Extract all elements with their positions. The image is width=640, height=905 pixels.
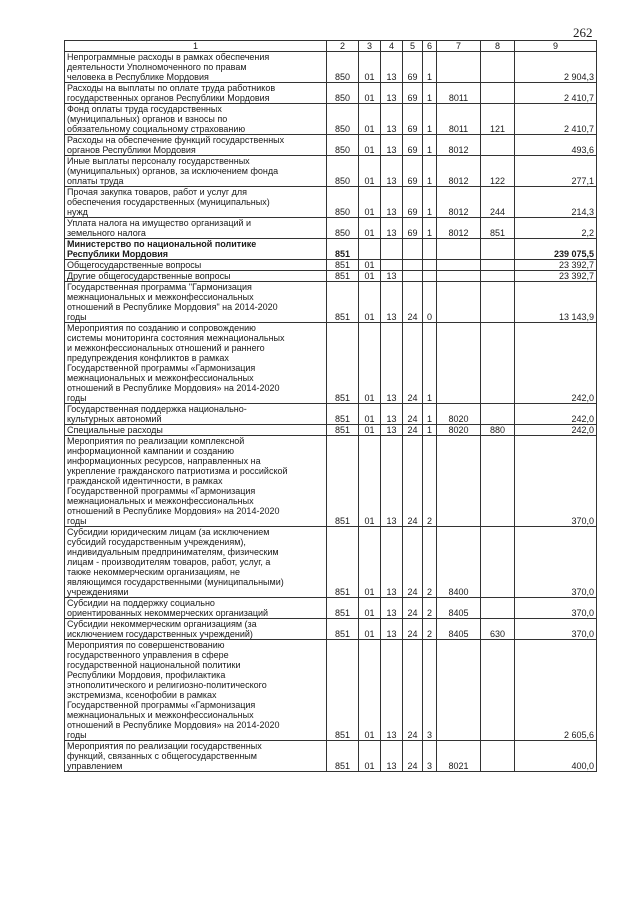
subsection-code-cell: 13 xyxy=(381,323,403,404)
description-line: субсидий государственным учреждениям), xyxy=(67,537,246,547)
description-line: отношений в Республике Мордовия» на 2014-2020 xyxy=(67,506,280,516)
subsection-code-cell: 13 xyxy=(381,436,403,527)
article-code-cell: 8405 xyxy=(437,619,481,640)
description-line: межнациональных и межконфессиональных xyxy=(67,292,254,302)
description-line: являющимся государственными (муниципальными) xyxy=(67,577,284,587)
subprogram-code-cell: 1 xyxy=(423,404,437,425)
subprogram-code-cell: 3 xyxy=(423,640,437,741)
description-line: этнополитического и религиозно-политического xyxy=(67,680,267,690)
row-description xyxy=(65,52,327,83)
description-line: межнациональных и межконфессиональных xyxy=(67,710,254,720)
article-code-cell: 8012 xyxy=(437,156,481,187)
column-header: 1 xyxy=(65,41,327,52)
article-code-cell: 8012 xyxy=(437,187,481,218)
row-description xyxy=(65,260,327,271)
ved-code-cell: 851 xyxy=(327,404,359,425)
description-line: Субсидии некоммерческим организациям (за xyxy=(67,619,257,629)
description-line: обязательному социальному страхованию xyxy=(67,124,246,134)
subprogram-code-cell: 1 xyxy=(423,135,437,156)
article-code-cell: 8021 xyxy=(437,741,481,772)
article-code-cell: 8012 xyxy=(437,135,481,156)
table-row xyxy=(65,404,597,425)
description-line: Специальные расходы xyxy=(67,425,163,435)
table-row xyxy=(65,741,597,772)
description-line: обеспечения государственных (муниципальных) xyxy=(67,197,270,207)
ved-code-cell: 850 xyxy=(327,135,359,156)
program-code-cell xyxy=(403,239,423,260)
row-description xyxy=(65,156,327,187)
amount-cell: 370,0 xyxy=(515,436,597,527)
program-code-cell xyxy=(403,271,423,282)
subsection-code-cell: 13 xyxy=(381,218,403,239)
description-line: отношений в Республике Мордовия» на 2014-2020 xyxy=(67,720,280,730)
expense-type-code-cell: 121 xyxy=(481,104,515,135)
description-line: Уплата налога на имущество организаций и xyxy=(67,218,252,228)
article-code-cell xyxy=(437,323,481,404)
row-description xyxy=(65,187,327,218)
amount-cell: 23 392,7 xyxy=(515,271,597,282)
subsection-code-cell: 13 xyxy=(381,104,403,135)
subprogram-code-cell: 1 xyxy=(423,187,437,218)
table-body xyxy=(65,52,597,772)
ved-code-cell: 850 xyxy=(327,187,359,218)
table-row xyxy=(65,52,597,83)
subprogram-code-cell: 2 xyxy=(423,619,437,640)
expense-type-code-cell xyxy=(481,282,515,323)
article-code-cell: 8020 xyxy=(437,425,481,436)
expense-type-code-cell xyxy=(481,527,515,598)
description-line: культурных автономий xyxy=(67,414,162,424)
program-code-cell: 24 xyxy=(403,323,423,404)
row-description xyxy=(65,282,327,323)
program-code-cell: 24 xyxy=(403,640,423,741)
table-row xyxy=(65,104,597,135)
subsection-code-cell: 13 xyxy=(381,619,403,640)
description-line: межнациональных и межконфессиональных xyxy=(67,373,254,383)
table-row xyxy=(65,282,597,323)
table-row xyxy=(65,619,597,640)
subsection-code-cell: 13 xyxy=(381,83,403,104)
article-code-cell: 8400 xyxy=(437,527,481,598)
section-code-cell: 01 xyxy=(359,741,381,772)
ved-code-cell: 851 xyxy=(327,436,359,527)
table-row xyxy=(65,425,597,436)
description-line: государственной национальной политики xyxy=(67,660,241,670)
amount-cell: 239 075,5 xyxy=(515,239,597,260)
description-line: системы мониторинга состояния межнациональных xyxy=(67,333,285,343)
section-code-cell: 01 xyxy=(359,104,381,135)
column-header: 7 xyxy=(437,41,481,52)
description-line: отношений в Республике Мордовия» на 2014-2020 xyxy=(67,383,280,393)
amount-cell: 370,0 xyxy=(515,527,597,598)
description-line: годы xyxy=(67,516,87,526)
subprogram-code-cell: 2 xyxy=(423,598,437,619)
ved-code-cell: 850 xyxy=(327,218,359,239)
row-description xyxy=(65,135,327,156)
subsection-code-cell: 13 xyxy=(381,404,403,425)
ved-code-cell: 851 xyxy=(327,425,359,436)
table-row xyxy=(65,218,597,239)
ved-code-cell: 850 xyxy=(327,156,359,187)
ved-code-cell: 851 xyxy=(327,239,359,260)
column-header: 3 xyxy=(359,41,381,52)
section-code-cell: 01 xyxy=(359,425,381,436)
expense-type-code-cell xyxy=(481,271,515,282)
description-line: Прочая закупка товаров, работ и услуг для xyxy=(67,187,247,197)
section-code-cell: 01 xyxy=(359,527,381,598)
row-description xyxy=(65,271,327,282)
section-code-cell: 01 xyxy=(359,640,381,741)
description-line: Субсидии юридическим лицам (за исключением xyxy=(67,527,270,537)
description-line: ориентированных некоммерческих организаций xyxy=(67,608,269,618)
expense-type-code-cell xyxy=(481,52,515,83)
table-row xyxy=(65,239,597,260)
article-code-cell xyxy=(437,640,481,741)
description-line: также некоммерческим организациям, не xyxy=(67,567,240,577)
column-header: 5 xyxy=(403,41,423,52)
subprogram-code-cell: 3 xyxy=(423,741,437,772)
description-line: исключением государственных учреждений) xyxy=(67,629,253,639)
description-line: государственного управления в сфере xyxy=(67,650,229,660)
subsection-code-cell: 13 xyxy=(381,282,403,323)
subprogram-code-cell xyxy=(423,239,437,260)
ved-code-cell: 851 xyxy=(327,282,359,323)
subprogram-code-cell: 0 xyxy=(423,282,437,323)
section-code-cell: 01 xyxy=(359,436,381,527)
row-description xyxy=(65,104,327,135)
description-line: отношений в Республике Мордовия" на 2014-2020 xyxy=(67,302,278,312)
row-description xyxy=(65,404,327,425)
program-code-cell: 69 xyxy=(403,218,423,239)
subsection-code-cell xyxy=(381,260,403,271)
description-line: Мероприятия по созданию и сопровождению xyxy=(67,323,256,333)
column-header: 4 xyxy=(381,41,403,52)
subprogram-code-cell: 1 xyxy=(423,52,437,83)
description-line: гражданской идентичности, в рамках xyxy=(67,476,223,486)
subsection-code-cell: 13 xyxy=(381,135,403,156)
section-code-cell: 01 xyxy=(359,598,381,619)
row-description xyxy=(65,239,327,260)
table-row xyxy=(65,83,597,104)
section-code-cell: 01 xyxy=(359,83,381,104)
description-line: Субсидии на поддержку социально xyxy=(67,598,215,608)
subsection-code-cell xyxy=(381,239,403,260)
article-code-cell xyxy=(437,282,481,323)
section-code-cell: 01 xyxy=(359,52,381,83)
table-row xyxy=(65,640,597,741)
ved-code-cell: 851 xyxy=(327,271,359,282)
description-line: (муниципальных) органов, за исключением фонда xyxy=(67,166,279,176)
section-code-cell: 01 xyxy=(359,260,381,271)
article-code-cell: 8012 xyxy=(437,218,481,239)
row-description xyxy=(65,83,327,104)
ved-code-cell: 850 xyxy=(327,104,359,135)
subsection-code-cell: 13 xyxy=(381,741,403,772)
row-description xyxy=(65,436,327,527)
amount-cell: 242,0 xyxy=(515,425,597,436)
expense-type-code-cell xyxy=(481,239,515,260)
expense-type-code-cell xyxy=(481,598,515,619)
description-line: Мероприятия по реализации государственных xyxy=(67,741,262,751)
ved-code-cell: 851 xyxy=(327,598,359,619)
amount-cell: 214,3 xyxy=(515,187,597,218)
subprogram-code-cell: 1 xyxy=(423,425,437,436)
description-line: государственных органов Республики Мордовия xyxy=(67,93,270,103)
row-description xyxy=(65,598,327,619)
ved-code-cell: 850 xyxy=(327,83,359,104)
expense-type-code-cell: 880 xyxy=(481,425,515,436)
amount-cell: 277,1 xyxy=(515,156,597,187)
amount-cell: 2 410,7 xyxy=(515,83,597,104)
description-line: (муниципальных) органов и взносы по xyxy=(67,114,228,124)
amount-cell: 242,0 xyxy=(515,323,597,404)
row-description xyxy=(65,218,327,239)
ved-code-cell: 851 xyxy=(327,741,359,772)
description-line: экстремизма, ксенофобии в рамках xyxy=(67,690,217,700)
table-row xyxy=(65,527,597,598)
column-header: 2 xyxy=(327,41,359,52)
description-line: Фонд оплаты труда государственных xyxy=(67,104,222,114)
subprogram-code-cell: 1 xyxy=(423,83,437,104)
subprogram-code-cell: 2 xyxy=(423,436,437,527)
amount-cell: 400,0 xyxy=(515,741,597,772)
subprogram-code-cell: 1 xyxy=(423,104,437,135)
table-row xyxy=(65,271,597,282)
description-line: Мероприятия по совершенствованию xyxy=(67,640,225,650)
section-code-cell: 01 xyxy=(359,135,381,156)
column-header: 9 xyxy=(515,41,597,52)
description-line: деятельности Уполномоченного по правам xyxy=(67,62,247,72)
row-description xyxy=(65,640,327,741)
description-line: учреждениями xyxy=(67,587,129,597)
expense-type-code-cell: 244 xyxy=(481,187,515,218)
article-code-cell xyxy=(437,436,481,527)
program-code-cell: 24 xyxy=(403,282,423,323)
section-code-cell: 01 xyxy=(359,187,381,218)
description-line: Иные выплаты персоналу государственных xyxy=(67,156,250,166)
description-line: годы xyxy=(67,730,87,740)
ved-code-cell: 851 xyxy=(327,619,359,640)
subsection-code-cell: 13 xyxy=(381,527,403,598)
description-line: предупреждения конфликтов в рамках xyxy=(67,353,229,363)
amount-cell: 2 410,7 xyxy=(515,104,597,135)
description-line: Мероприятия по реализации комплексной xyxy=(67,436,245,446)
table-row xyxy=(65,436,597,527)
description-line: Расходы на обеспечение функций государственных xyxy=(67,135,285,145)
program-code-cell: 24 xyxy=(403,598,423,619)
subsection-code-cell: 13 xyxy=(381,52,403,83)
row-description xyxy=(65,323,327,404)
subsection-code-cell: 13 xyxy=(381,156,403,187)
description-line: и межконфессиональных отношений и раннего xyxy=(67,343,265,353)
description-line: Министерство по национальной политике xyxy=(67,239,257,249)
program-code-cell: 69 xyxy=(403,83,423,104)
article-code-cell: 8011 xyxy=(437,104,481,135)
program-code-cell: 24 xyxy=(403,436,423,527)
table-row xyxy=(65,598,597,619)
article-code-cell: 8011 xyxy=(437,83,481,104)
description-line: Расходы на выплаты по оплате труда работников xyxy=(67,83,276,93)
program-code-cell: 24 xyxy=(403,741,423,772)
subsection-code-cell: 13 xyxy=(381,640,403,741)
section-code-cell: 01 xyxy=(359,323,381,404)
amount-cell: 2 904,3 xyxy=(515,52,597,83)
row-description xyxy=(65,741,327,772)
description-line: годы xyxy=(67,312,87,322)
expense-type-code-cell xyxy=(481,83,515,104)
column-header: 6 xyxy=(423,41,437,52)
subsection-code-cell: 13 xyxy=(381,271,403,282)
description-line: Государственная программа "Гармонизация xyxy=(67,282,252,292)
expense-type-code-cell xyxy=(481,135,515,156)
description-line: Республики Мордовия xyxy=(67,249,169,259)
subsection-code-cell: 13 xyxy=(381,425,403,436)
section-code-cell: 01 xyxy=(359,271,381,282)
table-row xyxy=(65,260,597,271)
article-code-cell xyxy=(437,271,481,282)
row-description xyxy=(65,619,327,640)
column-header: 8 xyxy=(481,41,515,52)
description-line: земельного налога xyxy=(67,228,146,238)
section-code-cell: 01 xyxy=(359,619,381,640)
ved-code-cell: 851 xyxy=(327,323,359,404)
amount-cell: 2,2 xyxy=(515,218,597,239)
amount-cell: 493,6 xyxy=(515,135,597,156)
description-line: лицам - производителям товаров, работ, услуг, а xyxy=(67,557,271,567)
program-code-cell: 69 xyxy=(403,135,423,156)
description-line: оплаты труда xyxy=(67,176,124,186)
program-code-cell: 24 xyxy=(403,404,423,425)
expense-type-code-cell: 122 xyxy=(481,156,515,187)
description-line: Государственная поддержка национально- xyxy=(67,404,247,414)
program-code-cell: 69 xyxy=(403,52,423,83)
program-code-cell: 69 xyxy=(403,104,423,135)
program-code-cell: 24 xyxy=(403,527,423,598)
row-description xyxy=(65,527,327,598)
description-line: управлением xyxy=(67,761,123,771)
table-row xyxy=(65,323,597,404)
amount-cell: 2 605,6 xyxy=(515,640,597,741)
subprogram-code-cell xyxy=(423,271,437,282)
subprogram-code-cell: 2 xyxy=(423,527,437,598)
amount-cell: 23 392,7 xyxy=(515,260,597,271)
amount-cell: 13 143,9 xyxy=(515,282,597,323)
program-code-cell: 24 xyxy=(403,425,423,436)
description-line: Государственной программы «Гармонизация xyxy=(67,700,256,710)
expense-type-code-cell xyxy=(481,260,515,271)
program-code-cell xyxy=(403,260,423,271)
article-code-cell: 8020 xyxy=(437,404,481,425)
table-header-row xyxy=(65,41,597,52)
description-line: органов Республики Мордовия xyxy=(67,145,196,155)
expense-type-code-cell xyxy=(481,436,515,527)
table-row xyxy=(65,187,597,218)
section-code-cell: 01 xyxy=(359,404,381,425)
article-code-cell xyxy=(437,239,481,260)
article-code-cell xyxy=(437,52,481,83)
subprogram-code-cell: 1 xyxy=(423,323,437,404)
amount-cell: 370,0 xyxy=(515,619,597,640)
section-code-cell: 01 xyxy=(359,218,381,239)
description-line: человека в Республике Мордовия xyxy=(67,72,209,82)
description-line: Республики Мордовия, профилактика xyxy=(67,670,226,680)
description-line: Государственной программы «Гармонизация xyxy=(67,363,256,373)
description-line: функций, связанных с общегосударственным xyxy=(67,751,257,761)
subsection-code-cell: 13 xyxy=(381,187,403,218)
description-line: годы xyxy=(67,393,87,403)
section-code-cell: 01 xyxy=(359,156,381,187)
expense-type-code-cell xyxy=(481,640,515,741)
table-row xyxy=(65,135,597,156)
expense-type-code-cell xyxy=(481,741,515,772)
article-code-cell: 8405 xyxy=(437,598,481,619)
article-code-cell xyxy=(437,260,481,271)
expense-type-code-cell: 851 xyxy=(481,218,515,239)
expense-type-code-cell xyxy=(481,323,515,404)
program-code-cell: 24 xyxy=(403,619,423,640)
section-code-cell: 01 xyxy=(359,282,381,323)
program-code-cell: 69 xyxy=(403,156,423,187)
description-line: межнациональных и межконфессиональных xyxy=(67,496,254,506)
budget-table xyxy=(64,40,597,772)
description-line: Непрограммные расходы в рамках обеспечения xyxy=(67,52,270,62)
subsection-code-cell: 13 xyxy=(381,598,403,619)
amount-cell: 242,0 xyxy=(515,404,597,425)
program-code-cell: 69 xyxy=(403,187,423,218)
expense-type-code-cell: 630 xyxy=(481,619,515,640)
description-line: Государственной программы «Гармонизация xyxy=(67,486,256,496)
description-line: Другие общегосударственные вопросы xyxy=(67,271,231,281)
row-description xyxy=(65,425,327,436)
table-row xyxy=(65,156,597,187)
description-line: Общегосударственные вопросы xyxy=(67,260,202,270)
description-line: нужд xyxy=(67,207,88,217)
description-line: укрепление гражданского патриотизма и российской xyxy=(67,466,288,476)
ved-code-cell: 851 xyxy=(327,640,359,741)
description-line: информационных ресурсов, направленных на xyxy=(67,456,261,466)
amount-cell: 370,0 xyxy=(515,598,597,619)
subprogram-code-cell: 1 xyxy=(423,156,437,187)
section-code-cell xyxy=(359,239,381,260)
ved-code-cell: 851 xyxy=(327,260,359,271)
ved-code-cell: 850 xyxy=(327,52,359,83)
page-number: 262 xyxy=(573,25,593,40)
subprogram-code-cell: 1 xyxy=(423,218,437,239)
subprogram-code-cell xyxy=(423,260,437,271)
description-line: индивидуальным предпринимателям, физическим xyxy=(67,547,279,557)
description-line: информационной кампании и созданию xyxy=(67,446,234,456)
ved-code-cell: 851 xyxy=(327,527,359,598)
expense-type-code-cell xyxy=(481,404,515,425)
